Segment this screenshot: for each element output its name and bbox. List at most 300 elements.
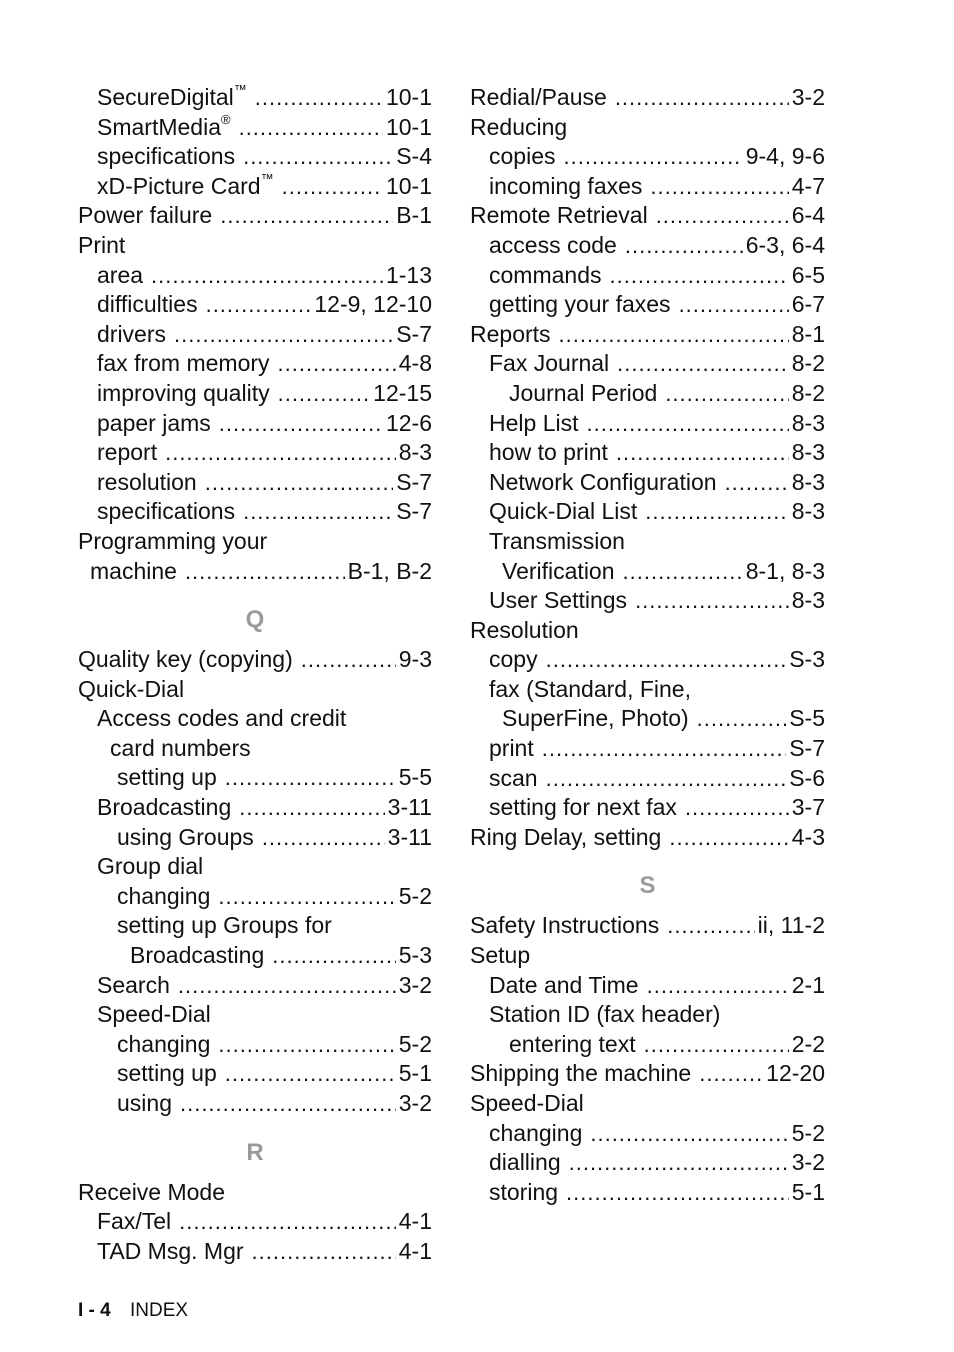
index-entry	[470, 1178, 825, 1208]
index-term	[509, 379, 657, 409]
dot-leader	[225, 763, 396, 793]
section-letter-q: Q	[245, 606, 265, 634]
index-page-ref: S-7	[396, 498, 432, 525]
index-entry	[78, 231, 432, 261]
dot-leader	[239, 793, 384, 823]
index-term-text: using	[117, 1090, 172, 1116]
index-page-ref: 5-5	[398, 764, 432, 791]
index-entry	[470, 231, 825, 261]
index-page-ref: S-5	[789, 705, 825, 732]
dot-leader	[220, 201, 393, 231]
index-term-text: Verification	[502, 557, 615, 584]
dot-leader	[546, 764, 787, 794]
index-entry	[78, 201, 432, 231]
index-term-text: Fax Journal	[489, 350, 610, 377]
index-term	[489, 1119, 582, 1149]
index-entry	[78, 704, 432, 734]
index-term	[470, 320, 551, 350]
index-page-ref: 3-11	[387, 794, 432, 821]
index-entry	[470, 172, 825, 202]
index-term-text: setting up Groups for	[117, 912, 332, 939]
index-term-text: changing	[117, 882, 211, 909]
index-page-ref: 5-2	[398, 1030, 432, 1057]
trademark-symbol: ®	[220, 111, 231, 127]
index-entry	[78, 349, 432, 379]
index-entry	[78, 113, 432, 143]
dot-leader	[563, 142, 742, 172]
index-page-ref: ii, 11-2	[757, 912, 825, 939]
index-page-ref: S-7	[396, 320, 432, 347]
dot-leader	[546, 645, 787, 675]
index-term	[489, 1000, 720, 1030]
index-page-ref: 9-4, 9-6	[745, 143, 825, 170]
index-page-ref: 6-7	[791, 291, 825, 318]
index-entry	[78, 497, 432, 527]
index-page-ref: 8-3	[791, 498, 825, 525]
index-term-text: Help List	[489, 409, 579, 436]
index-term	[97, 320, 166, 350]
index-entry	[470, 911, 825, 941]
index-term	[117, 1030, 210, 1060]
index-column-left	[78, 83, 432, 1266]
index-entry	[78, 1030, 432, 1060]
index-term	[97, 1237, 244, 1267]
dot-leader	[272, 941, 396, 971]
index-term-text: SecureDigital	[97, 84, 234, 110]
index-term-text: Power failure	[78, 202, 213, 229]
dot-leader	[665, 379, 788, 409]
footer-page-number: I - 4	[78, 1300, 111, 1321]
index-page-ref: 10-1	[385, 84, 432, 110]
dot-leader	[635, 586, 789, 616]
index-entry	[470, 349, 825, 379]
index-term-text: scan	[489, 764, 538, 791]
index-entry	[78, 1059, 432, 1089]
index-entry	[78, 290, 432, 320]
index-term-text: Fax/Tel	[97, 1208, 172, 1235]
index-entry	[78, 172, 432, 202]
index-entry	[78, 823, 432, 853]
index-term-text: Quick-Dial List	[489, 498, 638, 525]
index-term-text: Resolution	[470, 616, 579, 643]
index-entry	[78, 379, 432, 409]
index-term-text: report	[97, 439, 158, 466]
index-page-ref: 4-1	[398, 1237, 432, 1264]
index-term-text: Date and Time	[489, 971, 639, 998]
index-term-text: specifications	[97, 143, 236, 170]
index-term	[97, 290, 198, 320]
index-term	[470, 83, 607, 113]
index-page-ref: 1-13	[385, 261, 432, 288]
index-term-text: Safety Instructions	[470, 912, 660, 939]
index-entry	[78, 793, 432, 823]
index-page-ref: 8-1, 8-3	[745, 557, 825, 584]
index-page-ref: 5-2	[398, 882, 432, 909]
index-entry	[470, 409, 825, 439]
index-term	[502, 704, 689, 734]
index-page-ref: S-4	[396, 143, 432, 170]
index-term	[78, 527, 267, 557]
index-term	[97, 349, 270, 379]
index-entry	[78, 1178, 432, 1208]
index-page-ref: 8-2	[791, 379, 825, 406]
index-entry	[78, 1237, 432, 1267]
index-page-ref: 4-8	[398, 350, 432, 377]
index-term	[509, 1030, 636, 1060]
dot-leader	[609, 261, 788, 291]
index-term-text: commands	[489, 261, 602, 288]
index-term-text: drivers	[97, 320, 167, 347]
index-page-ref: 12-9, 12-10	[314, 291, 432, 318]
index-term	[489, 409, 578, 439]
index-term	[97, 409, 211, 439]
index-term-text: Redial/Pause	[470, 84, 607, 110]
dot-leader	[206, 290, 312, 320]
dot-leader	[243, 497, 393, 527]
index-term-text: Broadcasting	[97, 794, 232, 821]
index-term-text: setting up	[117, 1060, 217, 1087]
index-entry	[470, 793, 825, 823]
index-term	[489, 172, 642, 202]
index-term	[470, 823, 661, 853]
section-letter-r: R	[246, 1138, 264, 1166]
index-term	[470, 1059, 691, 1089]
index-entry	[78, 882, 432, 912]
index-entry	[470, 586, 825, 616]
index-term	[489, 527, 625, 557]
index-entry	[470, 616, 825, 646]
dot-leader	[615, 83, 789, 113]
index-entry	[470, 438, 825, 468]
index-entry	[470, 704, 825, 734]
dot-leader	[542, 734, 786, 764]
index-entry	[470, 971, 825, 1001]
index-term	[117, 763, 217, 793]
index-page-ref: S-6	[789, 764, 825, 791]
index-term	[97, 497, 235, 527]
dot-leader	[616, 438, 789, 468]
index-term	[78, 201, 212, 231]
dot-leader	[669, 823, 788, 853]
index-page-ref: 3-2	[791, 84, 825, 110]
dot-leader	[282, 172, 383, 202]
index-term-text: changing	[117, 1030, 211, 1057]
index-entry	[78, 142, 432, 172]
index-entry	[470, 290, 825, 320]
index-term-text: fax (Standard, Fine,	[489, 675, 691, 702]
dot-leader	[656, 201, 789, 231]
index-page-ref: 8-3	[398, 439, 432, 466]
index-page-ref: 4-1	[398, 1208, 432, 1235]
index-term-text: User Settings	[489, 587, 628, 614]
index-term	[97, 113, 231, 143]
index-page-ref: 12-20	[766, 1060, 825, 1087]
index-term-text: setting for next fax	[489, 794, 677, 821]
index-entry	[78, 468, 432, 498]
dot-leader	[697, 704, 787, 734]
index-term-text: storing	[489, 1178, 559, 1205]
dot-leader	[239, 113, 383, 143]
trademark-symbol: ™	[260, 171, 274, 187]
index-term	[78, 675, 184, 705]
index-term-text: access code	[489, 231, 617, 258]
index-term-text: getting your faxes	[489, 291, 671, 318]
dot-leader	[586, 409, 788, 439]
index-page-ref: S-3	[789, 646, 825, 673]
index-page-ref: 3-2	[398, 971, 432, 998]
index-term-text: area	[97, 261, 144, 288]
index-term	[117, 1059, 217, 1089]
index-term	[97, 971, 170, 1001]
index-term-text: Ring Delay, setting	[470, 823, 662, 850]
dot-leader	[178, 971, 396, 1001]
index-term-text: Speed-Dial	[470, 1090, 584, 1116]
index-term	[97, 142, 235, 172]
index-term-text: Search	[97, 971, 170, 998]
index-term-text: Shipping the machine	[470, 1060, 692, 1087]
index-page-ref: 6-4	[791, 202, 825, 229]
index-term	[489, 290, 671, 320]
index-term	[97, 793, 231, 823]
index-entry	[78, 852, 432, 882]
dot-leader	[205, 468, 393, 498]
index-term	[470, 911, 659, 941]
index-term	[489, 793, 677, 823]
index-entry	[470, 527, 825, 557]
index-term-text: Receive Mode	[78, 1178, 226, 1205]
index-term	[97, 1000, 211, 1030]
trademark-symbol: ™	[233, 82, 247, 98]
index-entry	[470, 468, 825, 498]
index-page-ref: 3-2	[791, 1149, 825, 1176]
index-column-right	[470, 83, 825, 1207]
index-term	[489, 142, 555, 172]
index-term	[97, 261, 143, 291]
index-page-ref: 2-1	[791, 971, 825, 998]
index-entry	[470, 83, 825, 113]
index-entry	[470, 320, 825, 350]
index-term	[489, 497, 637, 527]
index-term	[97, 172, 274, 202]
index-page-ref: 3-7	[791, 794, 825, 821]
index-entry	[470, 201, 825, 231]
index-page-ref: 5-3	[398, 942, 432, 969]
index-term-text: Reports	[470, 320, 551, 347]
dot-leader	[179, 1207, 396, 1237]
dot-leader	[699, 1059, 763, 1089]
index-term	[489, 734, 534, 764]
dot-leader	[301, 645, 396, 675]
index-entry	[78, 261, 432, 291]
index-term	[470, 616, 579, 646]
index-page-ref: 4-7	[791, 172, 825, 199]
index-term-text: Remote Retrieval	[470, 202, 648, 229]
index-page-ref: B-1, B-2	[347, 557, 432, 584]
index-entry	[78, 941, 432, 971]
index-page-ref: 8-3	[791, 409, 825, 436]
index-term	[90, 557, 177, 587]
index-entry	[78, 734, 432, 764]
index-term-text: TAD Msg. Mgr	[97, 1237, 244, 1264]
index-entry	[470, 1119, 825, 1149]
index-entry	[470, 645, 825, 675]
index-term	[78, 645, 293, 675]
index-page-ref: 8-2	[791, 350, 825, 377]
index-entry	[470, 1148, 825, 1178]
dot-leader	[278, 349, 396, 379]
index-page-ref: 4-3	[791, 823, 825, 850]
page-footer	[78, 1300, 188, 1322]
index-term-text: improving quality	[97, 379, 270, 406]
index-page-ref: 8-3	[791, 587, 825, 614]
index-term	[117, 882, 210, 912]
index-term-text: Broadcasting	[130, 942, 265, 969]
dot-leader	[590, 1119, 788, 1149]
index-entry	[470, 379, 825, 409]
index-entry	[470, 142, 825, 172]
index-term	[470, 113, 567, 143]
index-term-text: how to print	[489, 439, 608, 466]
index-page-ref: 6-3, 6-4	[745, 231, 825, 258]
index-page-ref: 5-1	[791, 1178, 825, 1205]
index-term	[97, 1207, 171, 1237]
index-term-text: paper jams	[97, 409, 211, 436]
index-term	[97, 468, 197, 498]
index-term-text: xD-Picture Card	[97, 172, 261, 199]
dot-leader	[667, 911, 754, 941]
index-term-text: setting up	[117, 764, 217, 791]
index-entry	[78, 320, 432, 350]
dot-leader	[243, 142, 393, 172]
index-term	[502, 557, 615, 587]
index-page-ref: 5-1	[398, 1060, 432, 1087]
index-term-text: Station ID (fax header)	[489, 1001, 721, 1028]
dot-leader	[679, 290, 789, 320]
index-term-text: fax from memory	[97, 350, 270, 377]
index-term-text: SuperFine, Photo)	[502, 705, 689, 732]
dot-leader	[617, 349, 789, 379]
index-term	[489, 261, 601, 291]
dot-leader	[278, 379, 371, 409]
index-page-ref: 2-2	[791, 1030, 825, 1057]
dot-leader	[262, 823, 385, 853]
index-term	[489, 231, 617, 261]
index-term-text: Journal Period	[509, 379, 658, 406]
dot-leader	[255, 83, 383, 113]
dot-leader	[218, 1030, 395, 1060]
index-term	[489, 645, 538, 675]
index-entry	[470, 734, 825, 764]
index-page-ref: 3-11	[387, 823, 432, 850]
index-term-text: Reducing	[470, 113, 568, 140]
index-term-text: Transmission	[489, 527, 625, 554]
index-page-ref: 8-3	[791, 439, 825, 466]
index-term	[489, 675, 691, 705]
dot-leader	[185, 557, 345, 587]
dot-leader	[685, 793, 789, 823]
index-entry	[470, 764, 825, 794]
index-term-text: SmartMedia	[97, 113, 221, 140]
index-entry	[78, 675, 432, 705]
dot-leader	[252, 1237, 396, 1267]
index-term	[117, 911, 332, 941]
dot-leader	[623, 557, 743, 587]
index-term-text: print	[489, 735, 534, 762]
index-term	[97, 704, 346, 734]
index-page-ref: S-7	[789, 735, 825, 762]
dot-leader	[644, 1030, 789, 1060]
index-entry	[470, 557, 825, 587]
index-term	[470, 1089, 584, 1119]
dot-leader	[625, 231, 743, 261]
index-entry	[470, 497, 825, 527]
index-term	[489, 349, 609, 379]
index-term	[78, 231, 125, 261]
index-entry	[470, 1089, 825, 1119]
dot-leader	[559, 320, 789, 350]
index-page-ref: 10-1	[385, 113, 432, 140]
index-term	[489, 764, 538, 794]
index-term-text: entering text	[509, 1030, 636, 1057]
index-term-text: Quality key (copying)	[78, 646, 293, 673]
index-entry	[470, 1059, 825, 1089]
index-term	[470, 201, 648, 231]
index-term-text: Group dial	[97, 853, 204, 880]
index-entry	[78, 1089, 432, 1119]
dot-leader	[219, 409, 383, 439]
dot-leader	[645, 497, 788, 527]
index-term	[97, 438, 157, 468]
index-entry	[78, 1207, 432, 1237]
index-term-text: Quick-Dial	[78, 675, 185, 702]
index-entry	[78, 763, 432, 793]
index-page-ref: 6-5	[791, 261, 825, 288]
index-term	[489, 1178, 558, 1208]
index-term-text: Speed-Dial	[97, 1001, 211, 1028]
index-page-ref: 8-3	[791, 468, 825, 495]
index-term	[489, 438, 608, 468]
index-term	[97, 379, 270, 409]
index-entry	[78, 557, 432, 587]
index-entry	[78, 527, 432, 557]
index-term-text: specifications	[97, 498, 236, 525]
dot-leader	[647, 971, 789, 1001]
index-page-ref: 10-1	[385, 172, 432, 199]
dot-leader	[174, 320, 393, 350]
index-term	[110, 734, 251, 764]
dot-leader	[151, 261, 383, 291]
index-term-text: changing	[489, 1119, 583, 1146]
index-term-text: copy	[489, 646, 538, 673]
index-term	[489, 468, 717, 498]
footer-section-title: INDEX	[130, 1300, 189, 1321]
index-term-text: machine	[90, 557, 177, 584]
dot-leader	[218, 882, 395, 912]
index-term	[117, 1089, 172, 1119]
index-entry	[470, 823, 825, 853]
index-term-text: Programming your	[78, 527, 268, 554]
index-term	[470, 941, 530, 971]
index-entry	[470, 1000, 825, 1030]
index-term-text: resolution	[97, 468, 197, 495]
index-term-text: card numbers	[110, 734, 251, 761]
index-term-text: Setup	[470, 942, 531, 969]
index-entry	[78, 1000, 432, 1030]
index-term-text: copies	[489, 143, 556, 170]
index-entry	[78, 645, 432, 675]
index-term-text: Access codes and credit	[97, 705, 347, 732]
dot-leader	[225, 1059, 396, 1089]
